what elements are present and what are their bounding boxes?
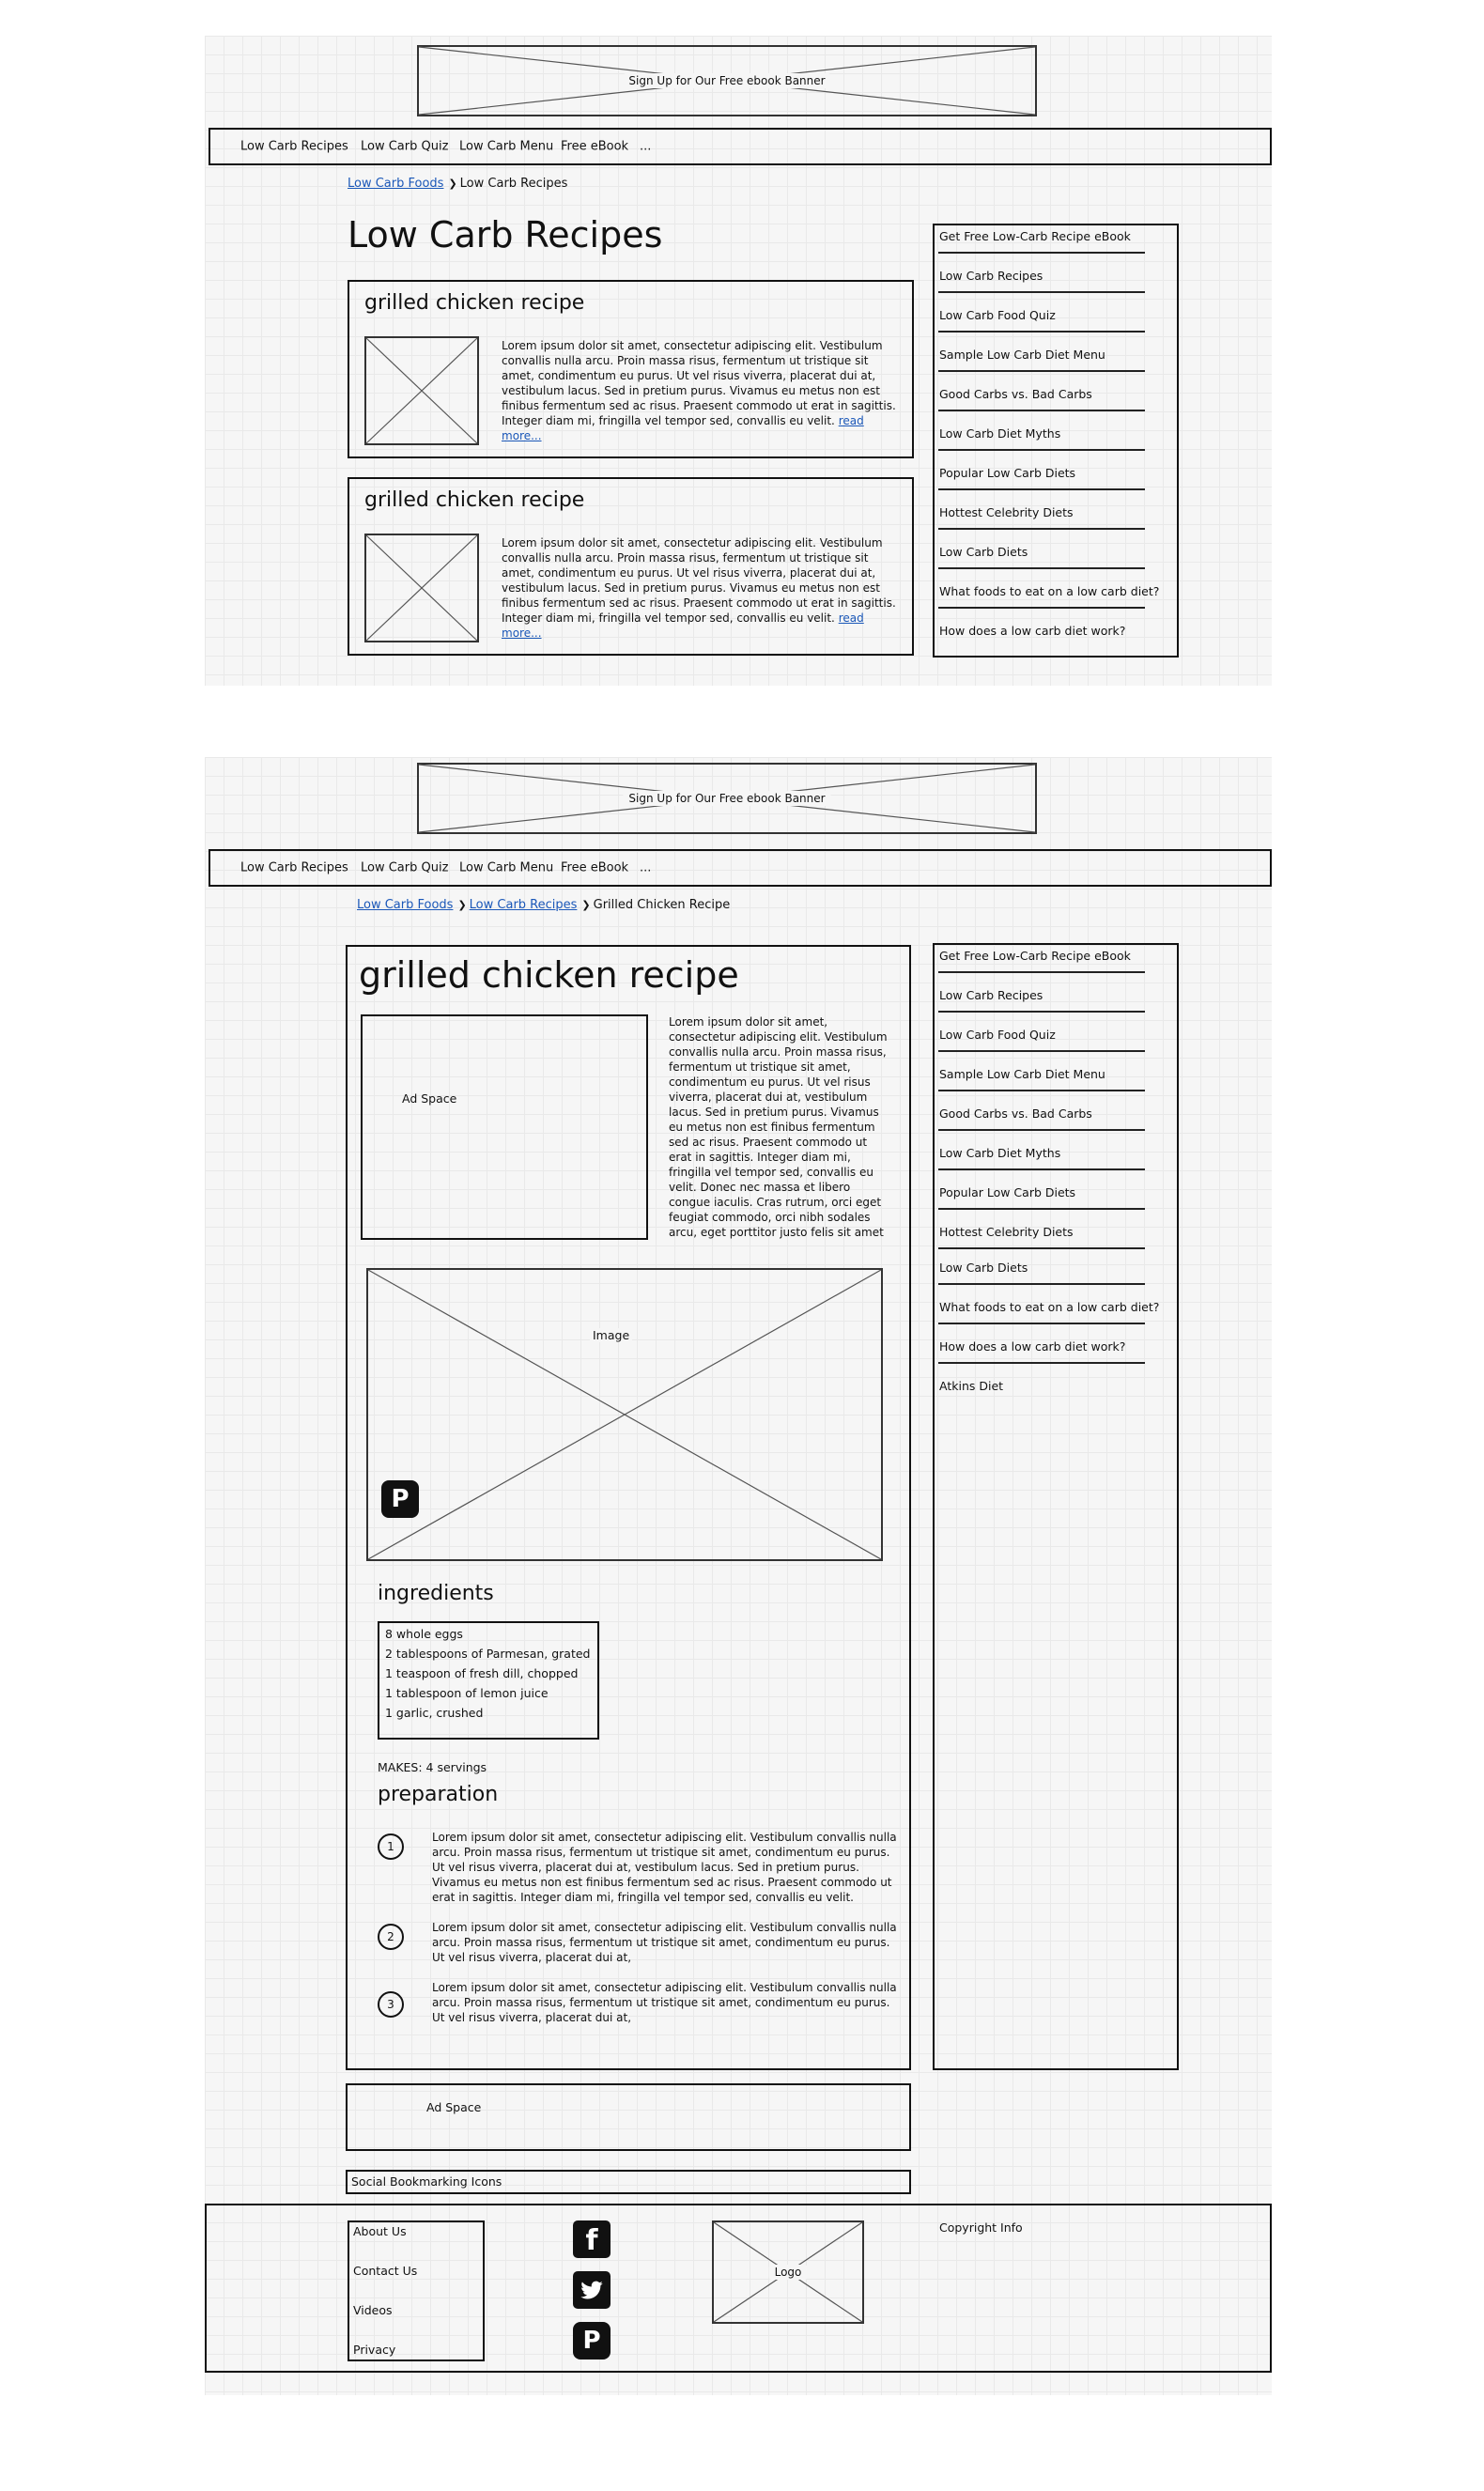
bottom-ad-label: Ad Space <box>426 2100 482 2114</box>
recipe-card-title[interactable]: grilled chicken recipe <box>364 291 585 315</box>
sidebar-item-free-ebook[interactable]: Get Free Low-Carb Recipe eBook <box>939 949 1131 963</box>
sidebar-item-celebrity-diets[interactable]: Hottest Celebrity Diets <box>939 505 1074 519</box>
pinterest-icon[interactable]: P <box>381 1480 419 1518</box>
step-number: 2 <box>378 1924 404 1950</box>
recipe-image <box>366 1268 883 1561</box>
footer-logo[interactable] <box>712 2220 864 2324</box>
preparation-heading: preparation <box>378 1783 499 1806</box>
recipe-card-image <box>364 534 479 642</box>
sidebar-item-what-foods[interactable]: What foods to eat on a low carb diet? <box>939 584 1160 598</box>
recipe-card-excerpt <box>502 535 900 640</box>
social-bookmarking-label: Social Bookmarking Icons <box>351 2174 502 2189</box>
footer-link-about[interactable]: About Us <box>353 2224 407 2238</box>
nav-item-low-carb-quiz[interactable]: Low Carb Quiz <box>361 860 449 875</box>
breadcrumb <box>348 177 567 191</box>
sidebar-item-how-diet-works[interactable]: How does a low carb diet work? <box>939 1339 1126 1354</box>
sidebar-item-celebrity-diets[interactable]: Hottest Celebrity Diets <box>939 1225 1074 1239</box>
read-more-link[interactable]: read more... <box>502 414 864 442</box>
breadcrumb-current: Grilled Chicken Recipe <box>593 898 731 912</box>
page-title: Low Carb Recipes <box>348 214 663 255</box>
footer-links <box>348 2220 485 2361</box>
servings-text: MAKES: 4 servings <box>378 1760 487 1774</box>
sidebar-item-diet-myths[interactable]: Low Carb Diet Myths <box>939 426 1061 441</box>
footer-link-privacy[interactable]: Privacy <box>353 2343 396 2357</box>
nav-item-free-ebook[interactable]: Free eBook <box>561 139 629 154</box>
ingredient-item: 1 tablespoon of lemon juice <box>385 1686 549 1700</box>
wireframe-board-recipe-detail <box>205 757 1272 2395</box>
step-number: 1 <box>378 1833 404 1860</box>
sidebar-item-diet-myths[interactable]: Low Carb Diet Myths <box>939 1146 1061 1160</box>
sidebar-item-free-ebook[interactable]: Get Free Low-Carb Recipe eBook <box>939 229 1131 243</box>
footer-link-contact[interactable]: Contact Us <box>353 2264 418 2278</box>
breadcrumb-chevron-icon: ❯ <box>457 899 467 911</box>
nav-item-low-carb-menu[interactable]: Low Carb Menu <box>459 860 554 875</box>
sidebar-item-atkins-diet[interactable]: Atkins Diet <box>939 1379 1004 1393</box>
recipe-title: grilled chicken recipe <box>359 954 739 996</box>
bottom-ad-space[interactable] <box>346 2083 911 2151</box>
sidebar-item-popular-diets[interactable]: Popular Low Carb Diets <box>939 1185 1076 1199</box>
ingredients-list <box>378 1621 599 1740</box>
social-bookmarking-bar <box>346 2170 911 2194</box>
sidebar-item-low-carb-recipes[interactable]: Low Carb Recipes <box>939 988 1043 1002</box>
breadcrumb-current: Low Carb Recipes <box>459 177 568 191</box>
nav-item-low-carb-quiz[interactable]: Low Carb Quiz <box>361 139 449 154</box>
sidebar-item-what-foods[interactable]: What foods to eat on a low carb diet? <box>939 1300 1160 1314</box>
ebook-banner[interactable] <box>417 763 1037 834</box>
breadcrumb-link-low-carb-foods[interactable]: Low Carb Foods <box>348 177 444 191</box>
recipe-card-text: Lorem ipsum dolor sit amet, consectetur adipiscing elit. Vestibulum convallis nulla arcu. Proin massa risus, fermentum ut tristique sit amet, condimentum eu purus. Ut vel risus viverra, placerat dui at, vestibulum lacus. Sed in pretium purus. Vivamus eu metus non est finibus fermentum sed ac risus. Praesent commodo ut erat in sagittis. Integer diam mi, fringilla vel tempor sed, convallis eu velit. <box>502 536 896 625</box>
recipe-card-title[interactable]: grilled chicken recipe <box>364 488 585 512</box>
sidebar-item-low-carb-diets[interactable]: Low Carb Diets <box>939 1261 1028 1275</box>
nav-item-more[interactable]: ... <box>640 860 652 875</box>
sidebar-item-sample-menu[interactable]: Sample Low Carb Diet Menu <box>939 348 1105 362</box>
step-text: Lorem ipsum dolor sit amet, consectetur adipiscing elit. Vestibulum convallis nulla arcu. Proin massa risus, fermentum ut tristique sit amet, condimentum eu purus. Ut vel risus viverra, placerat dui at, <box>432 1921 897 1964</box>
sidebar-item-sample-menu[interactable]: Sample Low Carb Diet Menu <box>939 1067 1105 1081</box>
breadcrumb-chevron-icon: ❯ <box>448 178 457 190</box>
image-label: Image <box>590 1328 632 1342</box>
nav-item-free-ebook[interactable]: Free eBook <box>561 860 629 875</box>
step-text: Lorem ipsum dolor sit amet, consectetur adipiscing elit. Vestibulum convallis nulla arcu. Proin massa risus, fermentum ut tristique sit amet, condimentum eu purus. Ut vel risus viverra, placerat dui at, vestibulum lacus. Sed in pretium purus. Vivamus eu metus non est finibus fermentum sed ac risus. Praesent commodo ut erat in sagittis. Integer diam mi, fringilla vel tempor sed, convallis eu velit. <box>432 1831 897 1904</box>
breadcrumb-link-low-carb-foods[interactable]: Low Carb Foods <box>357 898 454 912</box>
ad-space-box[interactable] <box>361 1014 648 1240</box>
nav-item-low-carb-recipes[interactable]: Low Carb Recipes <box>240 860 348 875</box>
recipe-card-excerpt <box>502 338 900 442</box>
breadcrumb-chevron-icon: ❯ <box>581 899 591 911</box>
sidebar-item-low-carb-food-quiz[interactable]: Low Carb Food Quiz <box>939 1028 1056 1042</box>
ebook-banner[interactable] <box>417 45 1037 116</box>
sidebar <box>933 943 1179 2070</box>
copyright-info: Copyright Info <box>939 2220 1023 2235</box>
sidebar-item-popular-diets[interactable]: Popular Low Carb Diets <box>939 466 1076 480</box>
sidebar-item-how-diet-works[interactable]: How does a low carb diet work? <box>939 624 1126 638</box>
read-more-link[interactable]: read more... <box>502 611 864 640</box>
main-nav <box>209 849 1272 887</box>
pinterest-icon[interactable]: P <box>573 2322 611 2359</box>
ebook-banner-label: Sign Up for Our Free ebook Banner <box>623 791 830 806</box>
ad-space-label: Ad Space <box>402 1091 457 1106</box>
sidebar-item-low-carb-recipes[interactable]: Low Carb Recipes <box>939 269 1043 283</box>
recipe-card <box>348 280 914 458</box>
recipe-card-image <box>364 336 479 445</box>
twitter-icon[interactable] <box>573 2271 611 2309</box>
sidebar-item-low-carb-food-quiz[interactable]: Low Carb Food Quiz <box>939 308 1056 322</box>
footer <box>205 2204 1272 2373</box>
nav-item-low-carb-recipes[interactable]: Low Carb Recipes <box>240 139 348 154</box>
recipe-card <box>348 477 914 656</box>
ingredients-heading: ingredients <box>378 1582 494 1605</box>
ingredient-item: 2 tablespoons of Parmesan, grated <box>385 1647 591 1661</box>
recipe-card-text: Lorem ipsum dolor sit amet, consectetur adipiscing elit. Vestibulum convallis nulla arcu. Proin massa risus, fermentum ut tristique sit amet, condimentum eu purus. Ut vel risus viverra, placerat dui at, vestibulum lacus. Sed in pretium purus. Vivamus eu metus non est finibus fermentum sed ac risus. Praesent commodo ut erat in sagittis. Integer diam mi, fringilla vel tempor sed, convallis eu velit. <box>502 339 896 427</box>
breadcrumb <box>357 898 730 912</box>
sidebar-item-good-vs-bad-carbs[interactable]: Good Carbs vs. Bad Carbs <box>939 1106 1092 1121</box>
sidebar <box>933 224 1179 658</box>
logo-label: Logo <box>769 2265 808 2280</box>
nav-item-low-carb-menu[interactable]: Low Carb Menu <box>459 139 554 154</box>
step-text: Lorem ipsum dolor sit amet, consectetur adipiscing elit. Vestibulum convallis nulla arcu. Proin massa risus, fermentum ut tristique sit amet, condimentum eu purus. Ut vel risus viverra, placerat dui at, <box>432 1981 897 2024</box>
recipe-content <box>346 945 911 2070</box>
nav-item-more[interactable]: ... <box>640 139 652 154</box>
breadcrumb-link-low-carb-recipes[interactable]: Low Carb Recipes <box>469 898 578 912</box>
sidebar-item-good-vs-bad-carbs[interactable]: Good Carbs vs. Bad Carbs <box>939 387 1092 401</box>
ebook-banner-label: Sign Up for Our Free ebook Banner <box>623 73 830 88</box>
recipe-intro: Lorem ipsum dolor sit amet, consectetur adipiscing elit. Vestibulum convallis nulla arcu. Proin massa risus, fermentum ut tristique sit amet, condimentum eu purus. Ut vel risus viverra, placerat dui at, vestibulum lacus. Sed in pretium purus. Vivamus eu metus non est finibus fermentum sed ac risus. Praesent commodo ut erat in sagittis. Integer diam mi, fringilla vel tempor sed, convallis eu velit. Donec nec massa et libero congue iaculis. Cras rutrum, orci eget feugiat commodo, orci nibh sodales arcu, eget porttitor justo felis sit amet <box>669 1015 888 1239</box>
ingredient-item: 8 whole eggs <box>385 1627 463 1641</box>
step-number: 3 <box>378 1991 404 2018</box>
ingredient-item: 1 teaspoon of fresh dill, chopped <box>385 1666 579 1680</box>
wireframe-board-recipes-list <box>205 36 1272 686</box>
main-nav <box>209 128 1272 165</box>
sidebar-item-low-carb-diets[interactable]: Low Carb Diets <box>939 545 1028 559</box>
facebook-icon[interactable]: f <box>573 2220 611 2258</box>
footer-link-videos[interactable]: Videos <box>353 2303 393 2317</box>
ingredient-item: 1 garlic, crushed <box>385 1706 484 1720</box>
